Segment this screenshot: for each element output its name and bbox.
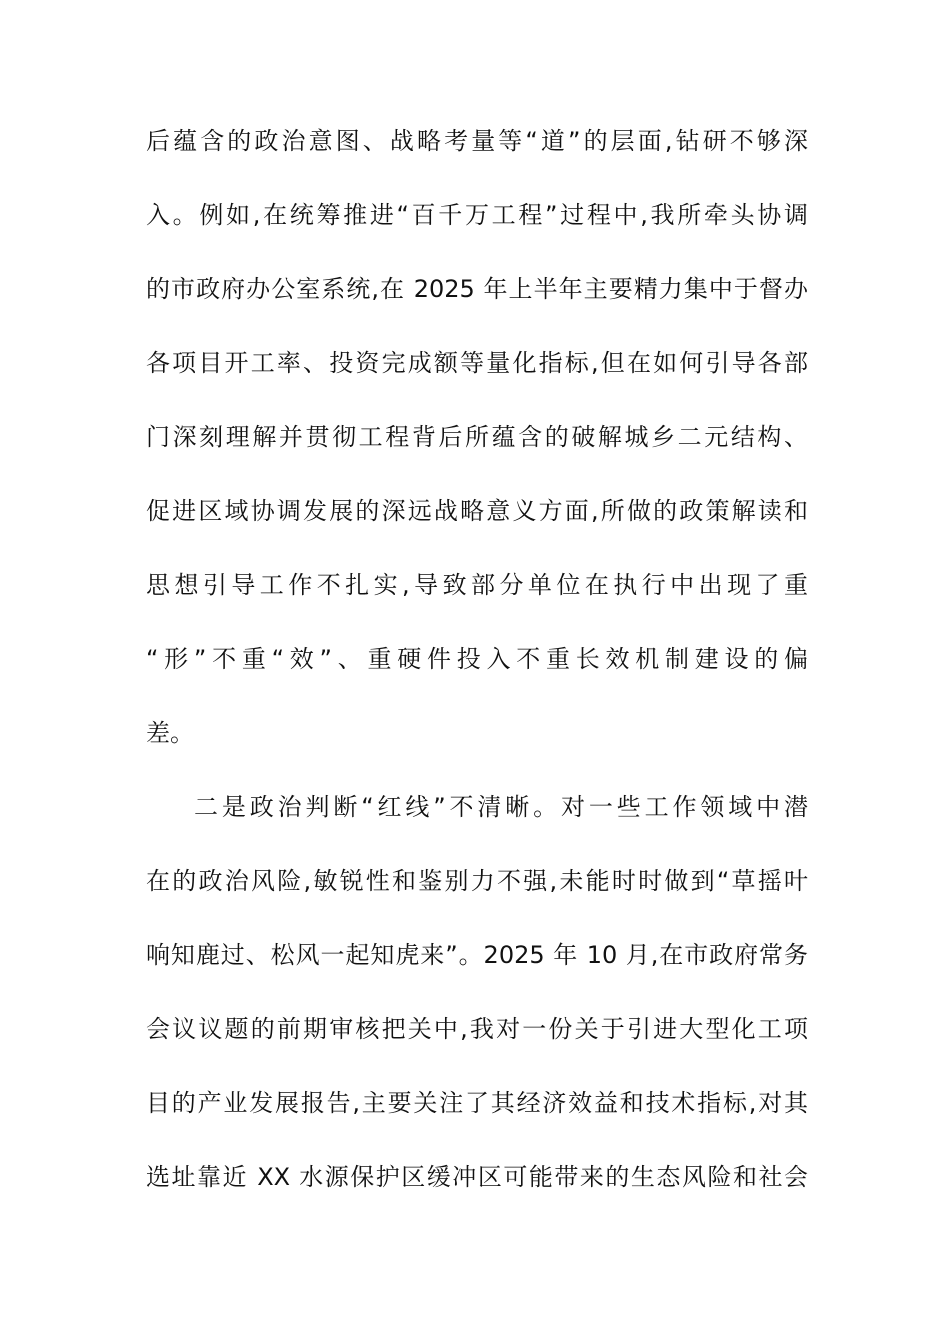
paragraph-line: 响知鹿过、松风一起知虎来”。2025 年 10 月,在市政府常务 [146,941,808,969]
paragraph-line-end: 差。 [146,719,194,747]
paragraph-heading-line: 二是政治判断“红线”不清晰。对一些工作领域中潜 [194,793,808,821]
paragraph-line: 的市政府办公室系统,在 2025 年上半年主要精力集中于督办 [146,275,808,303]
paragraph-line: 思想引导工作不扎实,导致部分单位在执行中出现了重 [146,571,808,599]
paragraph-line: 会议议题的前期审核把关中,我对一份关于引进大型化工项 [146,1015,808,1043]
paragraph-line: 在的政治风险,敏锐性和鉴别力不强,未能时时做到“草摇叶 [146,867,808,895]
paragraph-line: 各项目开工率、投资完成额等量化指标,但在如何引导各部 [146,349,808,377]
paragraph-line: 入。例如,在统筹推进“百千万工程”过程中,我所牵头协调 [146,201,808,229]
paragraph-line: 选址靠近 XX 水源保护区缓冲区可能带来的生态风险和社会 [146,1163,808,1191]
paragraph-line: 后蕴含的政治意图、战略考量等“道”的层面,钻研不够深 [146,127,808,155]
paragraph-line: “形”不重“效”、重硬件投入不重长效机制建设的偏 [146,645,808,673]
paragraph-line: 目的产业发展报告,主要关注了其经济效益和技术指标,对其 [146,1089,808,1117]
paragraph-line: 门深刻理解并贯彻工程背后所蕴含的破解城乡二元结构、 [146,423,808,451]
paragraph-line: 促进区域协调发展的深远战略意义方面,所做的政策解读和 [146,497,808,525]
